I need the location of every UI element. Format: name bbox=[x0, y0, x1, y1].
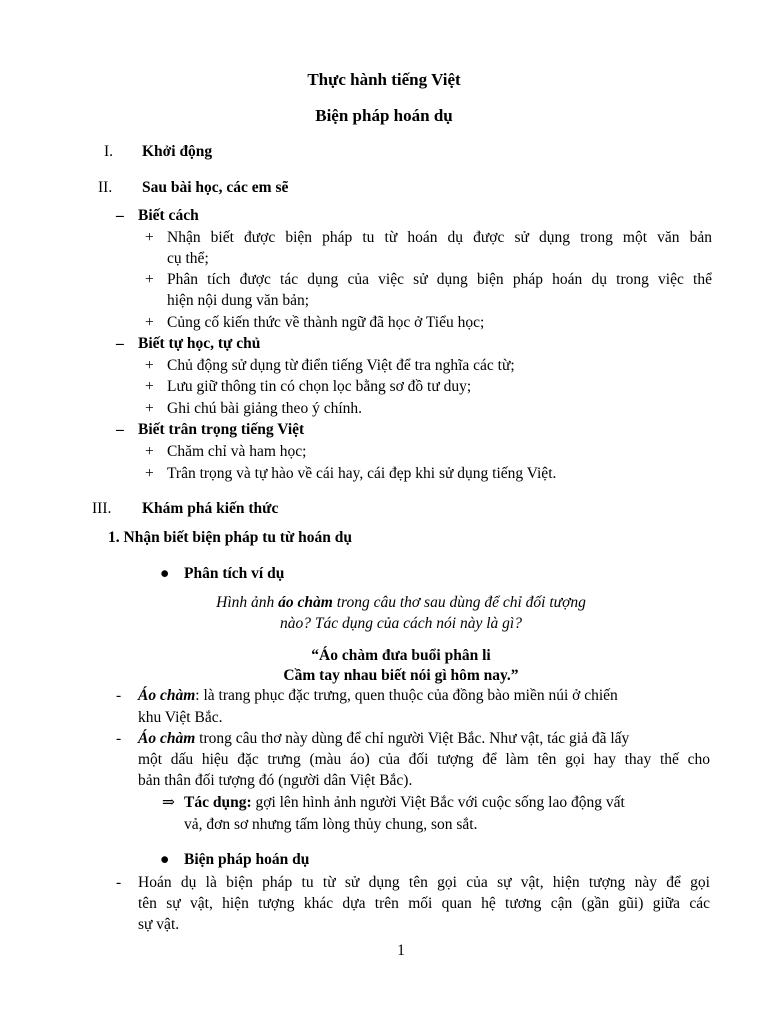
plus-marker: + bbox=[145, 357, 154, 374]
bullet-title-phan-tich: Phân tích ví dụ bbox=[184, 565, 285, 582]
hyphen-marker: - bbox=[116, 687, 122, 704]
explanation-1-line-2: khu Việt Bắc. bbox=[138, 709, 223, 726]
bullet-marker: ● bbox=[160, 851, 170, 868]
explanation-2-line-1: Áo chàm trong câu thơ này dùng để chỉ người Việt Bắc. Như vật, tác giả đã lấy bbox=[138, 730, 630, 747]
hyphen-marker: - bbox=[116, 874, 122, 891]
definition-line-3: sự vật. bbox=[138, 916, 180, 933]
page-subtitle: Biện pháp hoán dụ bbox=[315, 106, 453, 125]
list-item: Củng cố kiến thức về thành ngữ đã học ở Tiểu học; bbox=[167, 314, 485, 331]
group-title-biet-tran-trong: Biết trân trọng tiếng Việt bbox=[138, 421, 305, 438]
effect-line-1: Tác dụng: gợi lên hình ảnh người Việt Bắc với cuộc sống lao động vất bbox=[184, 794, 625, 811]
section-2-number: II. bbox=[98, 179, 113, 196]
section-1-title: Khởi động bbox=[142, 143, 213, 160]
poem-line-1: “Áo chàm đưa buổi phân li bbox=[311, 647, 491, 664]
group-title-biet-cach: Biết cách bbox=[138, 207, 199, 224]
list-item: Phân tích được tác dụng của việc sử dụng biện pháp hoán dụ trong việc thể bbox=[167, 271, 712, 288]
list-item: Nhận biết được biện pháp tu từ hoán dụ được sử dụng trong một văn bản bbox=[167, 229, 712, 246]
plus-marker: + bbox=[145, 229, 154, 246]
explanation-2-line-2: một dấu hiệu đặc trưng (màu áo) của đối tượng để làm tên gọi hay thay thế cho bbox=[138, 751, 710, 768]
list-item: Trân trọng và tự hào về cái hay, cái đẹp khi sử dụng tiếng Việt. bbox=[167, 465, 557, 482]
plus-marker: + bbox=[145, 443, 154, 460]
group-title-biet-tu-hoc: Biết tự học, tự chủ bbox=[138, 335, 261, 352]
plus-marker: + bbox=[145, 271, 154, 288]
section-3-number: III. bbox=[92, 500, 112, 517]
dash-marker: – bbox=[116, 207, 124, 224]
poem-line-2: Cầm tay nhau biết nói gì hôm nay.” bbox=[283, 667, 519, 684]
bullet-title-bien-phap: Biện pháp hoán dụ bbox=[184, 851, 310, 868]
list-item: Lưu giữ thông tin có chọn lọc bằng sơ đồ tư duy; bbox=[167, 378, 472, 395]
plus-marker: + bbox=[145, 314, 154, 331]
page-title: Thực hành tiếng Việt bbox=[307, 70, 461, 89]
subsection-title: 1. Nhận biết biện pháp tu từ hoán dụ bbox=[108, 529, 353, 546]
arrow-marker: ⇒ bbox=[162, 794, 175, 811]
definition-line-1: Hoán dụ là biện pháp tu từ sử dụng tên gọi của sự vật, hiện tượng này để gọi bbox=[138, 874, 710, 891]
question-line-2: nào? Tác dụng của cách nói này là gì? bbox=[280, 615, 522, 632]
question-line-1: Hình ảnh áo chàm trong câu thơ sau dùng để chỉ đối tượng bbox=[216, 594, 586, 611]
bullet-marker: ● bbox=[160, 565, 170, 582]
section-2-title: Sau bài học, các em sẽ bbox=[142, 179, 289, 196]
list-item-cont: hiện nội dung văn bản; bbox=[167, 292, 310, 309]
plus-marker: + bbox=[145, 465, 154, 482]
explanation-1-line-1: Áo chàm: là trang phục đặc trưng, quen thuộc của đồng bào miền núi ở chiến bbox=[138, 687, 618, 704]
explanation-2-line-3: bản thân đối tượng đó (người dân Việt Bắc). bbox=[138, 772, 413, 789]
list-item: Ghi chú bài giảng theo ý chính. bbox=[167, 400, 362, 417]
plus-marker: + bbox=[145, 378, 154, 395]
section-1-number: I. bbox=[104, 143, 114, 160]
section-3-title: Khám phá kiến thức bbox=[142, 500, 279, 517]
definition-line-2: tên sự vật, hiện tượng khác dựa trên mối quan hệ tương cận (gần gũi) giữa các bbox=[138, 895, 710, 912]
dash-marker: – bbox=[116, 335, 124, 352]
effect-line-2: vả, đơn sơ nhưng tấm lòng thủy chung, son sắt. bbox=[184, 816, 478, 833]
hyphen-marker: - bbox=[116, 730, 122, 747]
page-number: 1 bbox=[397, 942, 405, 959]
list-item: Chăm chỉ và ham học; bbox=[167, 443, 307, 460]
plus-marker: + bbox=[145, 400, 154, 417]
list-item: Chủ động sử dụng từ điển tiếng Việt để tra nghĩa các từ; bbox=[167, 357, 515, 374]
list-item-cont: cụ thể; bbox=[167, 250, 209, 267]
dash-marker: – bbox=[116, 421, 124, 438]
